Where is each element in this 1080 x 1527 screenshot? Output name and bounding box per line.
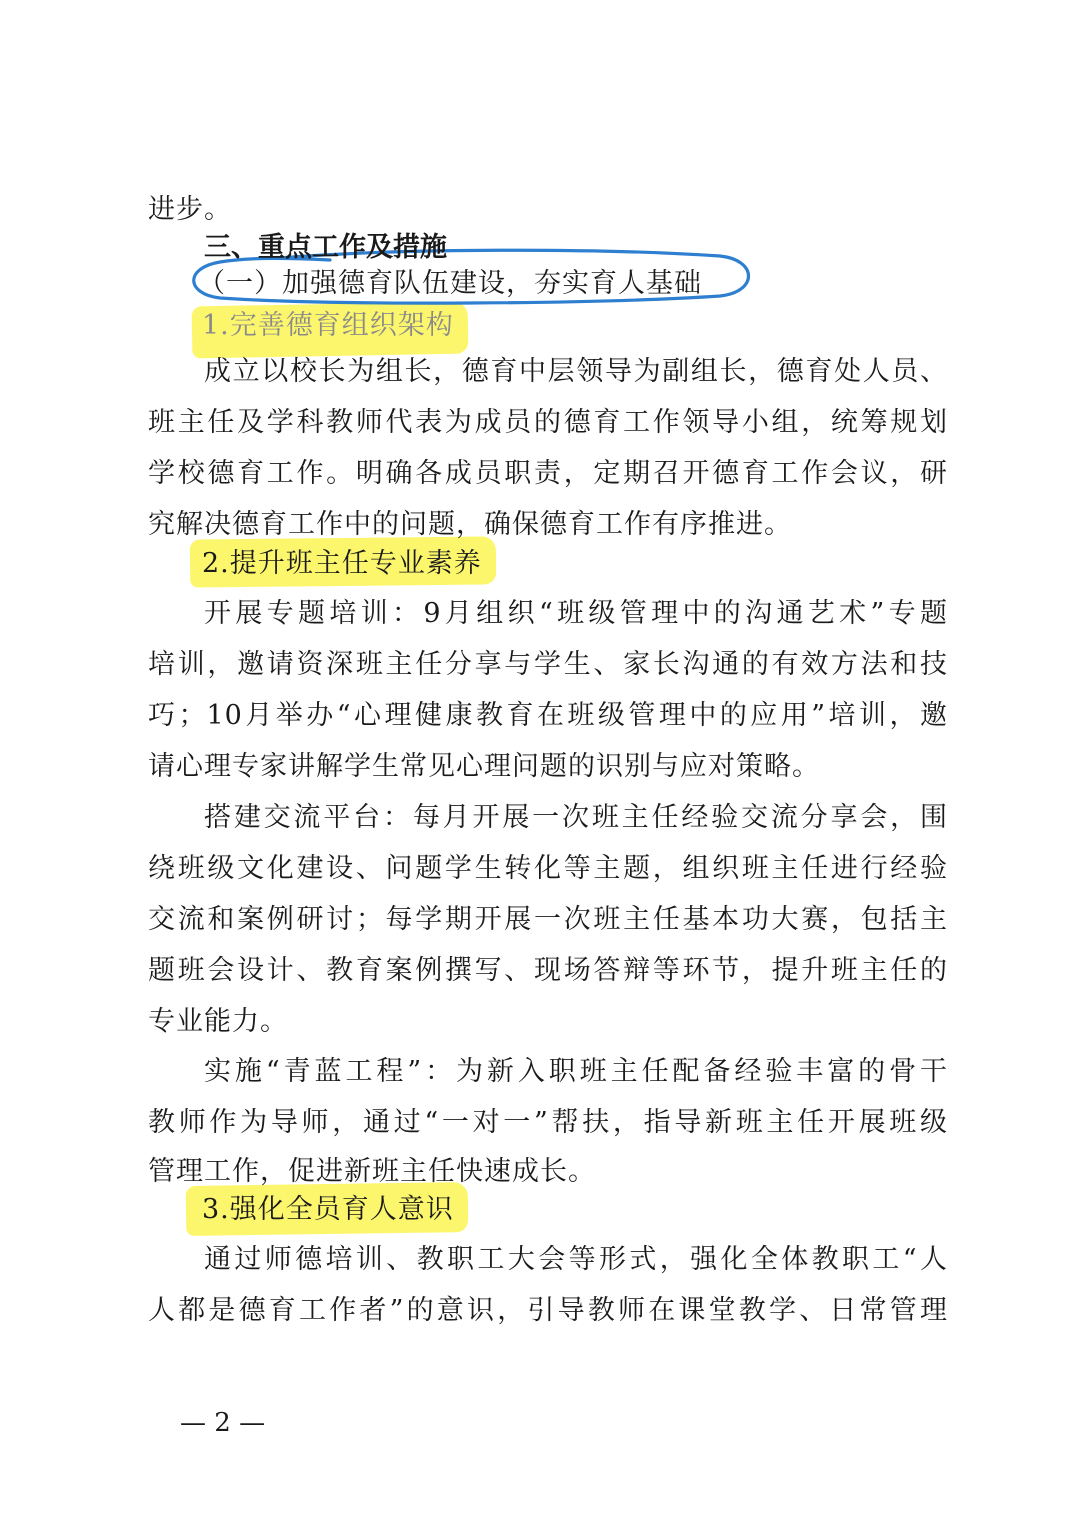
item1-title: 1.完善德育组织架构 xyxy=(202,310,454,341)
item3-line2: 人都是德育工作者”的意识，引导教师在课堂教学、日常管理 xyxy=(148,1295,948,1326)
item2-p2-line4: 题班会设计、教育案例撰写、现场答辩等环节，提升班主任的 xyxy=(148,955,948,986)
item2-p3-line2: 教师作为导师，通过“一对一”帮扶，指导新班主任开展班级 xyxy=(148,1107,948,1138)
item2-p1-line3: 巧；10月举办“心理健康教育在班级管理中的应用”培训，邀 xyxy=(148,700,948,731)
item3-title: 3.强化全员育人意识 xyxy=(202,1194,454,1225)
item2-p2-line1: 搭建交流平台：每月开展一次班主任经验交流分享会，围 xyxy=(204,802,948,833)
item2-p1-line2: 培训，邀请资深班主任分享与学生、家长沟通的有效方法和技 xyxy=(148,649,948,680)
item1-line4: 究解决德育工作中的问题，确保德育工作有序推进。 xyxy=(148,509,792,540)
item2-p1-line1: 开展专题培训：9月组织“班级管理中的沟通艺术”专题 xyxy=(204,598,948,629)
item2-p3-line3: 管理工作，促进新班主任快速成长。 xyxy=(148,1156,596,1187)
item2-title: 2.提升班主任专业素养 xyxy=(202,548,482,579)
section-heading: 三、重点工作及措施 xyxy=(204,232,447,263)
paragraph-tail-line: 进步。 xyxy=(148,194,232,225)
item2-p2-line5: 专业能力。 xyxy=(148,1006,288,1037)
item2-p2-line3: 交流和案例研讨；每学期开展一次班主任基本功大赛，包括主 xyxy=(148,904,948,935)
item1-line1: 成立以校长为组长，德育中层领导为副组长，德育处人员、 xyxy=(204,356,948,387)
item2-p3-line1: 实施“青蓝工程”：为新入职班主任配备经验丰富的骨干 xyxy=(204,1056,948,1087)
item2-p2-line2: 绕班级文化建设、问题学生转化等主题，组织班主任进行经验 xyxy=(148,853,948,884)
item2-p1-line4: 请心理专家讲解学生常见心理问题的识别与应对策略。 xyxy=(148,751,820,782)
page-number: — 2 — xyxy=(180,1408,266,1438)
sub-heading-1: （一）加强德育队伍建设，夯实育人基础 xyxy=(198,268,702,299)
item3-line1: 通过师德培训、教职工大会等形式，强化全体教职工“人 xyxy=(204,1244,948,1275)
item1-line3: 学校德育工作。明确各成员职责，定期召开德育工作会议，研 xyxy=(148,458,948,489)
item1-line2: 班主任及学科教师代表为成员的德育工作领导小组，统筹规划 xyxy=(148,407,948,438)
